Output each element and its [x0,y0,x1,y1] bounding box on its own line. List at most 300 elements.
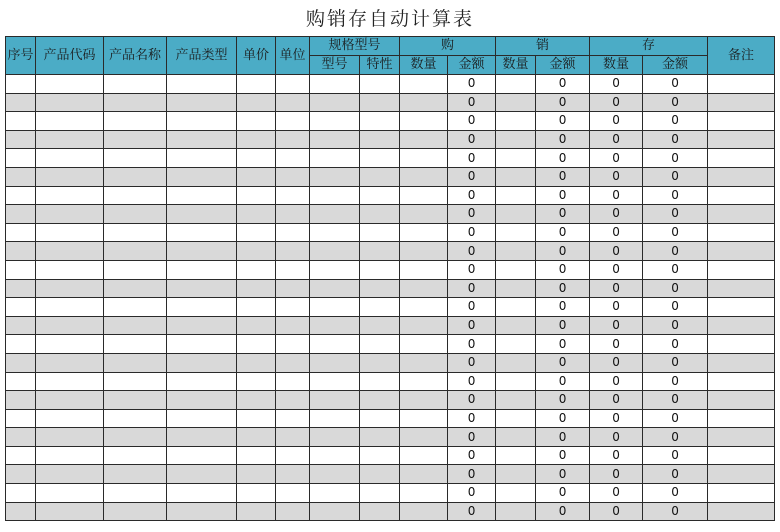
cell-product-code[interactable] [36,75,104,94]
cell-sales-amount[interactable]: 0 [536,446,590,465]
cell-stock-qty[interactable]: 0 [590,130,643,149]
cell-stock-amount[interactable]: 0 [643,223,708,242]
cell-sales-amount[interactable]: 0 [536,260,590,279]
cell-model[interactable] [310,205,360,224]
cell-purchase-amount[interactable]: 0 [448,167,496,186]
cell-stock-amount[interactable]: 0 [643,112,708,131]
cell-unit-price[interactable] [237,205,276,224]
cell-sales-qty[interactable] [496,484,536,503]
header-unit[interactable]: 单位 [276,37,310,75]
cell-unit-price[interactable] [237,484,276,503]
cell-sales-qty[interactable] [496,446,536,465]
cell-unit-price[interactable] [237,93,276,112]
cell-unit-price[interactable] [237,298,276,317]
cell-model[interactable] [310,149,360,168]
cell-sales-qty[interactable] [496,223,536,242]
cell-stock-amount[interactable]: 0 [643,446,708,465]
cell-stock-amount[interactable]: 0 [643,149,708,168]
cell-sales-amount[interactable]: 0 [536,242,590,261]
cell-remark[interactable] [708,93,775,112]
cell-product-name[interactable] [104,335,167,354]
cell-model[interactable] [310,260,360,279]
cell-feature[interactable] [360,428,400,447]
cell-stock-amount[interactable]: 0 [643,279,708,298]
cell-purchase-amount[interactable]: 0 [448,465,496,484]
cell-product-type[interactable] [167,428,237,447]
cell-purchase-qty[interactable] [400,484,448,503]
cell-product-code[interactable] [36,316,104,335]
cell-purchase-amount[interactable]: 0 [448,93,496,112]
cell-feature[interactable] [360,391,400,410]
cell-product-code[interactable] [36,484,104,503]
cell-product-type[interactable] [167,260,237,279]
cell-model[interactable] [310,316,360,335]
cell-sales-qty[interactable] [496,75,536,94]
cell-unit-price[interactable] [237,242,276,261]
cell-stock-amount[interactable]: 0 [643,391,708,410]
cell-feature[interactable] [360,242,400,261]
cell-unit[interactable] [276,298,310,317]
cell-seq[interactable] [6,335,36,354]
cell-remark[interactable] [708,112,775,131]
cell-sales-qty[interactable] [496,93,536,112]
cell-sales-amount[interactable]: 0 [536,75,590,94]
header-remark[interactable]: 备注 [708,37,775,75]
cell-seq[interactable] [6,502,36,521]
cell-product-type[interactable] [167,130,237,149]
cell-stock-qty[interactable]: 0 [590,446,643,465]
cell-remark[interactable] [708,279,775,298]
cell-product-name[interactable] [104,93,167,112]
cell-purchase-amount[interactable]: 0 [448,75,496,94]
cell-purchase-qty[interactable] [400,186,448,205]
cell-product-type[interactable] [167,186,237,205]
cell-remark[interactable] [708,130,775,149]
cell-product-type[interactable] [167,167,237,186]
cell-unit[interactable] [276,75,310,94]
cell-product-type[interactable] [167,112,237,131]
cell-seq[interactable] [6,186,36,205]
cell-model[interactable] [310,279,360,298]
cell-stock-amount[interactable]: 0 [643,167,708,186]
cell-product-type[interactable] [167,484,237,503]
cell-product-type[interactable] [167,335,237,354]
cell-feature[interactable] [360,75,400,94]
cell-purchase-qty[interactable] [400,223,448,242]
header-purchase-qty[interactable]: 数量 [400,56,448,75]
cell-sales-amount[interactable]: 0 [536,205,590,224]
cell-feature[interactable] [360,465,400,484]
header-model[interactable]: 型号 [310,56,360,75]
header-spec[interactable]: 规格型号 [310,37,400,56]
cell-product-name[interactable] [104,167,167,186]
cell-unit-price[interactable] [237,409,276,428]
cell-product-name[interactable] [104,391,167,410]
cell-feature[interactable] [360,260,400,279]
cell-unit-price[interactable] [237,130,276,149]
cell-purchase-amount[interactable]: 0 [448,372,496,391]
cell-product-code[interactable] [36,465,104,484]
cell-model[interactable] [310,372,360,391]
header-sales-qty[interactable]: 数量 [496,56,536,75]
cell-feature[interactable] [360,205,400,224]
cell-model[interactable] [310,298,360,317]
cell-purchase-qty[interactable] [400,465,448,484]
cell-unit[interactable] [276,372,310,391]
cell-product-code[interactable] [36,502,104,521]
cell-sales-amount[interactable]: 0 [536,167,590,186]
cell-remark[interactable] [708,223,775,242]
cell-remark[interactable] [708,205,775,224]
cell-stock-qty[interactable]: 0 [590,279,643,298]
header-product-code[interactable]: 产品代码 [36,37,104,75]
cell-product-code[interactable] [36,391,104,410]
cell-stock-qty[interactable]: 0 [590,372,643,391]
header-product-type[interactable]: 产品类型 [167,37,237,75]
cell-remark[interactable] [708,149,775,168]
cell-stock-amount[interactable]: 0 [643,353,708,372]
cell-purchase-amount[interactable]: 0 [448,130,496,149]
cell-feature[interactable] [360,167,400,186]
cell-model[interactable] [310,130,360,149]
cell-product-code[interactable] [36,112,104,131]
cell-product-type[interactable] [167,446,237,465]
cell-sales-amount[interactable]: 0 [536,316,590,335]
cell-product-name[interactable] [104,446,167,465]
cell-unit-price[interactable] [237,112,276,131]
cell-unit-price[interactable] [237,75,276,94]
cell-stock-qty[interactable]: 0 [590,465,643,484]
cell-seq[interactable] [6,353,36,372]
cell-stock-qty[interactable]: 0 [590,409,643,428]
cell-unit[interactable] [276,112,310,131]
cell-purchase-qty[interactable] [400,205,448,224]
cell-sales-amount[interactable]: 0 [536,409,590,428]
cell-sales-qty[interactable] [496,167,536,186]
cell-purchase-qty[interactable] [400,353,448,372]
cell-unit[interactable] [276,242,310,261]
cell-feature[interactable] [360,372,400,391]
cell-unit[interactable] [276,465,310,484]
cell-purchase-amount[interactable]: 0 [448,279,496,298]
cell-purchase-qty[interactable] [400,260,448,279]
cell-purchase-amount[interactable]: 0 [448,391,496,410]
cell-purchase-qty[interactable] [400,428,448,447]
cell-unit-price[interactable] [237,260,276,279]
cell-product-code[interactable] [36,205,104,224]
cell-remark[interactable] [708,446,775,465]
cell-sales-qty[interactable] [496,205,536,224]
cell-product-code[interactable] [36,130,104,149]
cell-stock-qty[interactable]: 0 [590,260,643,279]
cell-product-name[interactable] [104,502,167,521]
cell-sales-qty[interactable] [496,335,536,354]
cell-unit[interactable] [276,353,310,372]
cell-unit-price[interactable] [237,149,276,168]
cell-unit-price[interactable] [237,353,276,372]
cell-product-code[interactable] [36,409,104,428]
cell-seq[interactable] [6,409,36,428]
cell-product-type[interactable] [167,149,237,168]
cell-feature[interactable] [360,353,400,372]
cell-stock-amount[interactable]: 0 [643,130,708,149]
cell-seq[interactable] [6,167,36,186]
cell-purchase-amount[interactable]: 0 [448,316,496,335]
cell-product-name[interactable] [104,298,167,317]
cell-sales-qty[interactable] [496,298,536,317]
cell-purchase-amount[interactable]: 0 [448,298,496,317]
cell-purchase-qty[interactable] [400,446,448,465]
cell-stock-qty[interactable]: 0 [590,484,643,503]
cell-sales-qty[interactable] [496,391,536,410]
cell-product-type[interactable] [167,502,237,521]
cell-stock-amount[interactable]: 0 [643,186,708,205]
cell-model[interactable] [310,93,360,112]
cell-product-name[interactable] [104,130,167,149]
cell-feature[interactable] [360,130,400,149]
cell-feature[interactable] [360,446,400,465]
cell-stock-qty[interactable]: 0 [590,428,643,447]
cell-unit[interactable] [276,428,310,447]
cell-unit[interactable] [276,484,310,503]
cell-unit[interactable] [276,260,310,279]
cell-seq[interactable] [6,260,36,279]
cell-remark[interactable] [708,167,775,186]
cell-product-name[interactable] [104,353,167,372]
cell-product-name[interactable] [104,242,167,261]
header-purchase[interactable]: 购 [400,37,496,56]
cell-unit-price[interactable] [237,335,276,354]
cell-sales-qty[interactable] [496,130,536,149]
cell-unit[interactable] [276,446,310,465]
cell-seq[interactable] [6,484,36,503]
cell-sales-amount[interactable]: 0 [536,223,590,242]
cell-stock-qty[interactable]: 0 [590,205,643,224]
cell-model[interactable] [310,484,360,503]
cell-sales-amount[interactable]: 0 [536,484,590,503]
cell-model[interactable] [310,186,360,205]
cell-purchase-amount[interactable]: 0 [448,112,496,131]
cell-remark[interactable] [708,428,775,447]
cell-purchase-qty[interactable] [400,242,448,261]
cell-unit[interactable] [276,502,310,521]
cell-sales-qty[interactable] [496,112,536,131]
cell-stock-amount[interactable]: 0 [643,75,708,94]
cell-stock-amount[interactable]: 0 [643,260,708,279]
cell-product-code[interactable] [36,167,104,186]
cell-product-code[interactable] [36,149,104,168]
cell-sales-qty[interactable] [496,353,536,372]
header-product-name[interactable]: 产品名称 [104,37,167,75]
cell-product-name[interactable] [104,279,167,298]
cell-product-code[interactable] [36,93,104,112]
cell-product-code[interactable] [36,223,104,242]
cell-model[interactable] [310,167,360,186]
cell-stock-qty[interactable]: 0 [590,112,643,131]
cell-sales-qty[interactable] [496,260,536,279]
cell-stock-qty[interactable]: 0 [590,149,643,168]
cell-sales-qty[interactable] [496,428,536,447]
cell-sales-amount[interactable]: 0 [536,112,590,131]
cell-purchase-qty[interactable] [400,409,448,428]
cell-product-code[interactable] [36,335,104,354]
cell-sales-amount[interactable]: 0 [536,93,590,112]
cell-purchase-amount[interactable]: 0 [448,149,496,168]
cell-purchase-amount[interactable]: 0 [448,502,496,521]
cell-sales-qty[interactable] [496,316,536,335]
cell-product-code[interactable] [36,298,104,317]
cell-unit-price[interactable] [237,186,276,205]
cell-stock-qty[interactable]: 0 [590,223,643,242]
cell-sales-qty[interactable] [496,149,536,168]
cell-product-type[interactable] [167,465,237,484]
cell-remark[interactable] [708,298,775,317]
cell-stock-amount[interactable]: 0 [643,409,708,428]
cell-purchase-qty[interactable] [400,335,448,354]
cell-product-name[interactable] [104,186,167,205]
cell-seq[interactable] [6,391,36,410]
cell-sales-qty[interactable] [496,242,536,261]
cell-stock-amount[interactable]: 0 [643,372,708,391]
cell-unit-price[interactable] [237,428,276,447]
header-seq[interactable]: 序号 [6,37,36,75]
cell-product-name[interactable] [104,149,167,168]
cell-sales-amount[interactable]: 0 [536,335,590,354]
cell-sales-amount[interactable]: 0 [536,298,590,317]
cell-unit[interactable] [276,391,310,410]
cell-remark[interactable] [708,316,775,335]
cell-seq[interactable] [6,149,36,168]
cell-model[interactable] [310,223,360,242]
cell-seq[interactable] [6,223,36,242]
cell-purchase-amount[interactable]: 0 [448,353,496,372]
cell-feature[interactable] [360,484,400,503]
cell-product-name[interactable] [104,428,167,447]
cell-feature[interactable] [360,316,400,335]
cell-product-name[interactable] [104,465,167,484]
cell-seq[interactable] [6,93,36,112]
cell-sales-qty[interactable] [496,409,536,428]
cell-purchase-amount[interactable]: 0 [448,446,496,465]
cell-unit-price[interactable] [237,223,276,242]
cell-model[interactable] [310,428,360,447]
cell-purchase-amount[interactable]: 0 [448,335,496,354]
cell-product-type[interactable] [167,391,237,410]
cell-product-code[interactable] [36,279,104,298]
cell-sales-amount[interactable]: 0 [536,149,590,168]
cell-product-type[interactable] [167,242,237,261]
header-sales-amount[interactable]: 金额 [536,56,590,75]
cell-feature[interactable] [360,93,400,112]
cell-remark[interactable] [708,372,775,391]
cell-seq[interactable] [6,372,36,391]
cell-feature[interactable] [360,112,400,131]
cell-feature[interactable] [360,409,400,428]
cell-unit[interactable] [276,167,310,186]
cell-feature[interactable] [360,298,400,317]
cell-remark[interactable] [708,260,775,279]
cell-remark[interactable] [708,242,775,261]
cell-model[interactable] [310,465,360,484]
cell-purchase-qty[interactable] [400,149,448,168]
cell-stock-qty[interactable]: 0 [590,186,643,205]
cell-sales-amount[interactable]: 0 [536,465,590,484]
cell-stock-amount[interactable]: 0 [643,298,708,317]
cell-purchase-qty[interactable] [400,93,448,112]
cell-product-type[interactable] [167,372,237,391]
cell-seq[interactable] [6,130,36,149]
cell-unit[interactable] [276,223,310,242]
cell-model[interactable] [310,75,360,94]
cell-stock-qty[interactable]: 0 [590,335,643,354]
cell-purchase-qty[interactable] [400,298,448,317]
cell-feature[interactable] [360,223,400,242]
cell-unit[interactable] [276,335,310,354]
cell-stock-amount[interactable]: 0 [643,502,708,521]
cell-seq[interactable] [6,446,36,465]
cell-model[interactable] [310,353,360,372]
cell-unit-price[interactable] [237,446,276,465]
cell-sales-amount[interactable]: 0 [536,391,590,410]
cell-product-name[interactable] [104,260,167,279]
cell-product-type[interactable] [167,298,237,317]
header-unit-price[interactable]: 单价 [237,37,276,75]
cell-remark[interactable] [708,502,775,521]
cell-remark[interactable] [708,409,775,428]
cell-feature[interactable] [360,149,400,168]
cell-stock-qty[interactable]: 0 [590,391,643,410]
cell-purchase-amount[interactable]: 0 [448,242,496,261]
cell-product-name[interactable] [104,75,167,94]
cell-unit-price[interactable] [237,372,276,391]
cell-sales-qty[interactable] [496,465,536,484]
cell-unit-price[interactable] [237,465,276,484]
cell-purchase-qty[interactable] [400,167,448,186]
cell-sales-amount[interactable]: 0 [536,130,590,149]
cell-stock-qty[interactable]: 0 [590,75,643,94]
cell-unit[interactable] [276,149,310,168]
cell-product-name[interactable] [104,223,167,242]
cell-remark[interactable] [708,186,775,205]
cell-unit-price[interactable] [237,167,276,186]
cell-remark[interactable] [708,391,775,410]
cell-sales-amount[interactable]: 0 [536,186,590,205]
cell-remark[interactable] [708,353,775,372]
cell-purchase-amount[interactable]: 0 [448,186,496,205]
cell-remark[interactable] [708,335,775,354]
cell-purchase-amount[interactable]: 0 [448,428,496,447]
cell-purchase-qty[interactable] [400,279,448,298]
cell-unit-price[interactable] [237,502,276,521]
cell-purchase-qty[interactable] [400,372,448,391]
cell-model[interactable] [310,112,360,131]
cell-product-type[interactable] [167,205,237,224]
cell-product-code[interactable] [36,260,104,279]
cell-product-type[interactable] [167,279,237,298]
cell-product-name[interactable] [104,205,167,224]
cell-purchase-qty[interactable] [400,502,448,521]
cell-product-name[interactable] [104,409,167,428]
cell-stock-amount[interactable]: 0 [643,465,708,484]
cell-unit-price[interactable] [237,391,276,410]
cell-unit[interactable] [276,130,310,149]
cell-unit[interactable] [276,186,310,205]
cell-product-code[interactable] [36,186,104,205]
cell-product-type[interactable] [167,223,237,242]
cell-sales-amount[interactable]: 0 [536,353,590,372]
cell-purchase-qty[interactable] [400,391,448,410]
cell-product-name[interactable] [104,316,167,335]
